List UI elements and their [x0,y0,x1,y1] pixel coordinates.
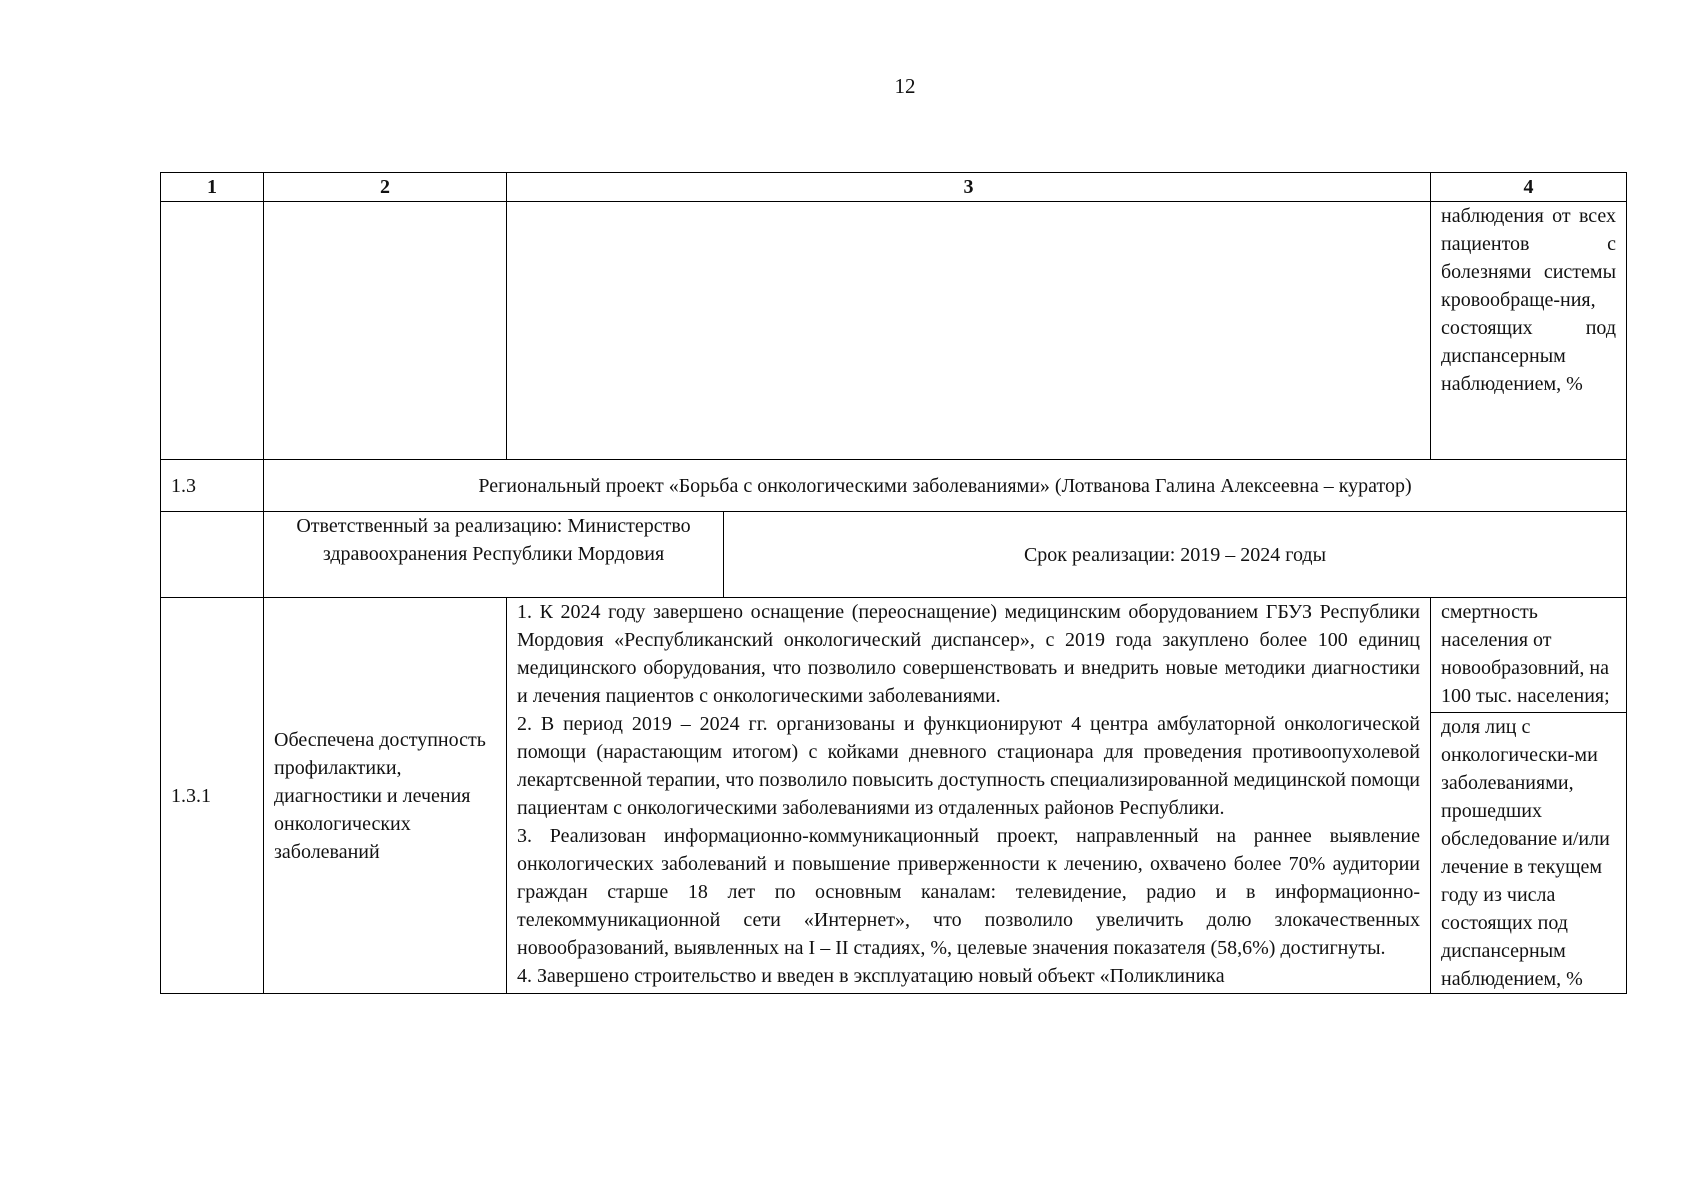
task-number: 1.3.1 [161,598,264,994]
task-item-2: 2. В период 2019 – 2024 гг. организованы и функционируют 4 центра амбулаторной онкологической помощи (нарастающим итогом) с койками дневного стационара для проведения противоопухолевой лекартсвенной терапии, что позволило повысить доступность специализированной медицинской помощи пациентам с онкологическими заболеваниями из отдаленных районов Республики. [517,713,1420,819]
cont-cell-1 [161,202,264,460]
header-cell-3: 3 [507,173,1431,202]
indicator-oncology-share: доля лиц с онкологически-ми заболеваниями, прошедших обследование и/или лечение в текущем году из числа состоящих под диспансерным наблюдением, % [1441,716,1610,990]
table-row-responsible [161,512,1627,598]
task-description-cell [507,598,1431,994]
table-row-project [161,460,1627,512]
table-row-continuation [161,202,1627,460]
task-item-3: 3. Реализован информационно-коммуникационный проект, направленный на раннее выявление онкологических заболеваний и повышение приверженности к лечению, охвачено более 70% аудитории граждан старше 18 лет по основным каналам: телевидение, радио и в информационно-телекоммуникационной сети «Интернет», что позволило увеличить долю злокачественных новообразований, выявленных на I – II стадиях, %, целевые значения показателя (58,6%) достигнуты. [517,825,1420,959]
header-cell-1: 1 [161,173,264,202]
table-header-row [161,173,1627,202]
cont-cell-2 [264,202,507,460]
table-row-task [161,598,1627,994]
header-cell-2: 2 [264,173,507,202]
project-title: Региональный проект «Борьба с онкологическими заболеваниями» (Лотванова Галина Алексеевна – куратор) [264,460,1627,512]
responsible-cell: Ответственный за реализацию: Министерство здравоохранения Республики Мордовия [264,512,724,598]
responsible-empty-cell [161,512,264,598]
cont-indicator-cell: наблюдения от всех пациентов с болезнями системы кровообраще-ния, состоящих под диспансерным наблюдением, % [1431,202,1627,460]
page-number: 12 [894,74,916,98]
cont-cell-3 [507,202,1431,460]
program-table [160,172,1627,994]
project-number: 1.3 [161,460,264,512]
task-indicators-cell [1431,598,1627,994]
task-item-4: 4. Завершено строительство и введен в эксплуатацию новый объект «Поликлиника [517,965,1225,987]
task-title: Обеспечена доступность профилактики, диагностики и лечения онкологических заболеваний [264,598,507,994]
task-item-1: 1. К 2024 году завершено оснащение (переоснащение) медицинским оборудованием ГБУЗ Республики Мордовия «Республиканский онкологический диспансер», с 2019 года закуплено более 100 единиц медицинского оборудования, что позволило совершенствовать и внедрить новые методики диагностики и лечения пациентов с онкологическими заболеваниями. [517,601,1420,707]
header-cell-4: 4 [1431,173,1627,202]
indicator-mortality: смертность населения от новообразовний, на 100 тыс. населения; [1431,598,1626,713]
period-cell: Срок реализации: 2019 – 2024 годы [724,512,1627,598]
